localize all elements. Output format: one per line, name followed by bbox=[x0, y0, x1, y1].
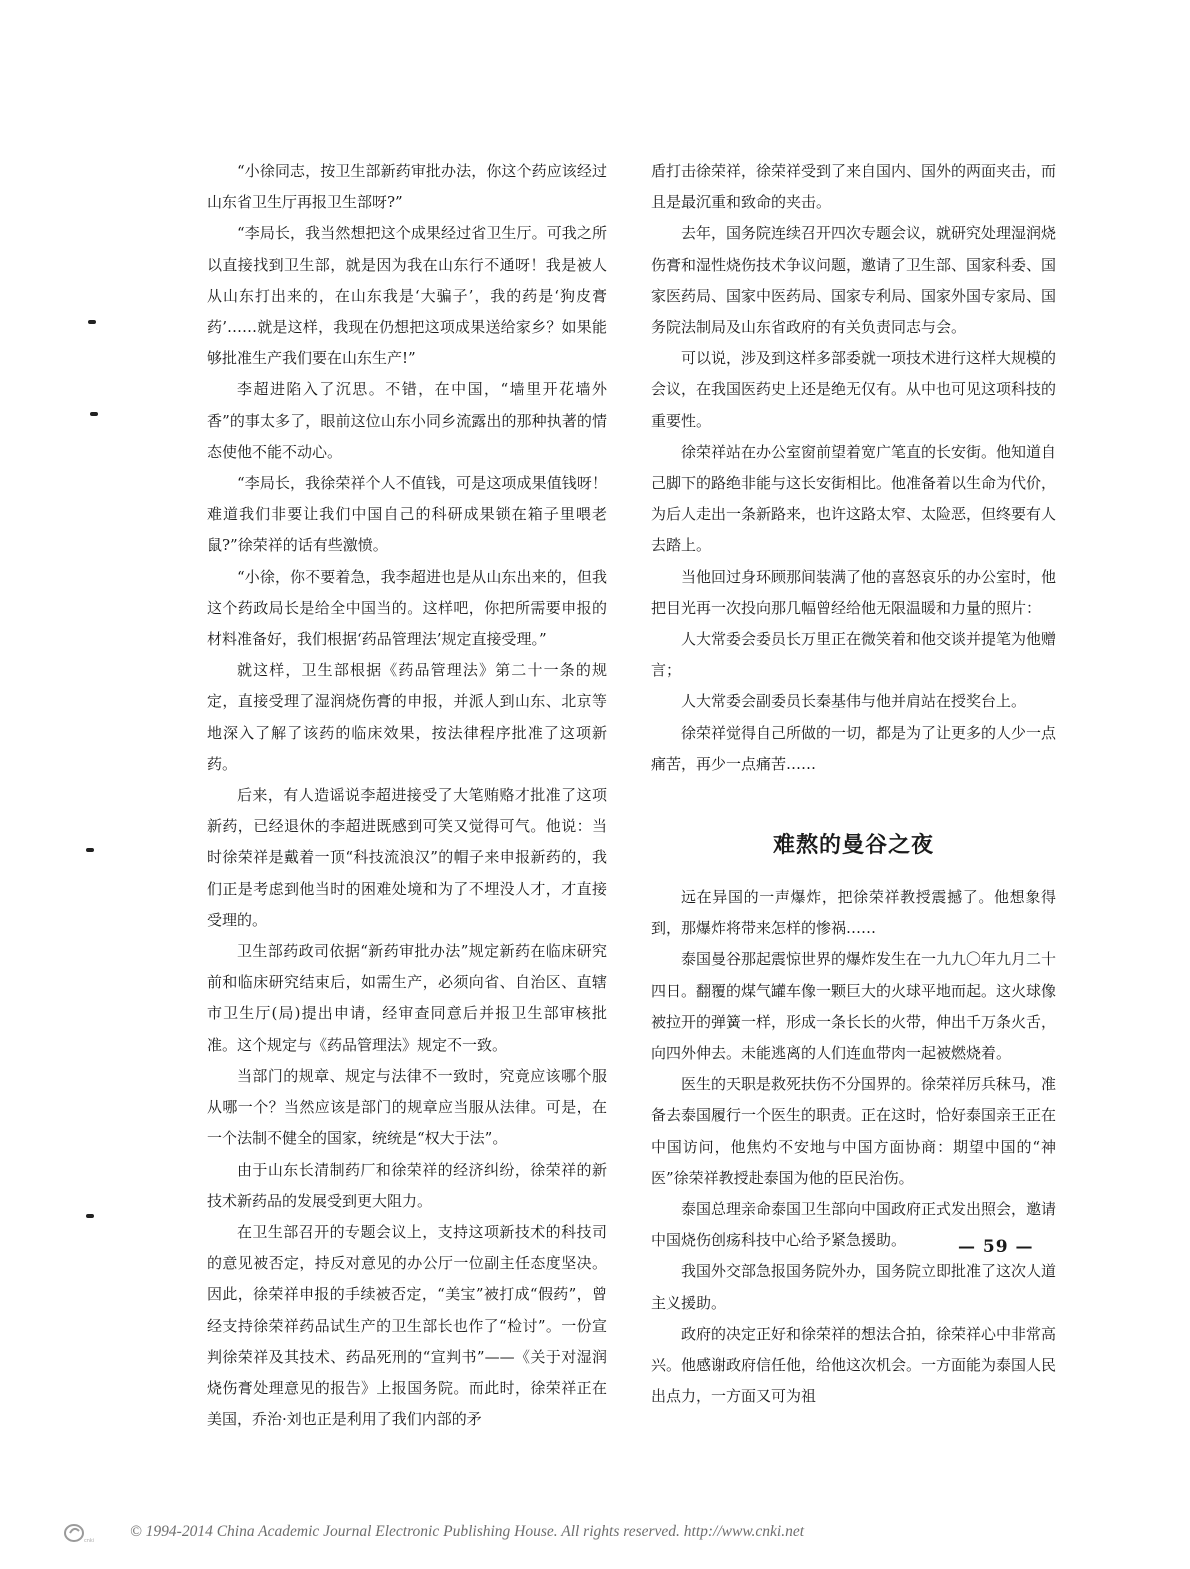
paragraph: 徐荣祥站在办公室窗前望着宽广笔直的长安街。他知道自己脚下的路绝非能与这长安街相比。他准备着以生命为代价，为后人走出一条新路来，也许这路太窄、太险恶，但终要有人去踏上。 bbox=[651, 442, 1057, 555]
paragraph: 在卫生部召开的专题会议上，支持这项新技术的科技司的意见被否定，持反对意见的办公厅一位副主任态度坚决。因此，徐荣祥申报的手续被否定，“美宝”被打成“假药”，曾经支持徐荣祥药品试生产的卫生部长也作了“检讨”。一份宣判徐荣祥及其技术、药品死刑的“宣判书”——《关于对湿润烧伤膏处理意见的报告》上报国务院。而此时，徐荣祥正在美国，乔治·刘也正是利用了我们内部的矛 bbox=[207, 1222, 607, 1429]
right-column-bottom bbox=[651, 882, 1056, 1412]
paragraph: 远在异国的一声爆炸，把徐荣祥教授震撼了。他想象得到，那爆炸将带来怎样的惨祸…… bbox=[651, 888, 1056, 938]
paragraph: 泰国曼谷那起震惊世界的爆炸发生在一九九〇年九月二十四日。翻覆的煤气罐车像一颗巨大的火球平地而起。这火球像被拉开的弹簧一样，形成一条长长的火带，伸出千万条火舌，向四外伸去。未能逃离的人们连血带肉一起被燃烧着。 bbox=[651, 950, 1057, 1063]
paragraph: 医生的天职是救死扶伤不分国界的。徐荣祥厉兵秣马，准备去泰国履行一个医生的职责。正在这时，恰好泰国亲王正在中国访问，他焦灼不安地与中国方面协商：期望中国的“神医”徐荣祥教授赴泰国为他的臣民治伤。 bbox=[651, 1075, 1057, 1187]
paragraph: 李超进陷入了沉思。不错，在中国，“墙里开花墙外香”的事太多了，眼前这位山东小同乡流露出的那种执著的情态使他不能不动心。 bbox=[207, 380, 607, 461]
paragraph: 人大常委会副委员长秦基伟与他并肩站在授奖台上。 bbox=[681, 692, 1027, 711]
footer bbox=[0, 1520, 1190, 1550]
section-title: 难熬的曼谷之夜 bbox=[772, 832, 934, 858]
right-column-top bbox=[651, 156, 1056, 780]
scan-mark bbox=[90, 412, 98, 416]
paragraph: 就这样，卫生部根据《药品管理法》第二十一条的规定，直接受理了湿润烧伤膏的申报，并派人到山东、北京等地深入了解了该药的临床效果，按法律程序批准了这项新药。 bbox=[207, 661, 607, 773]
paragraph: 由于山东长清制药厂和徐荣祥的经济纠纷，徐荣祥的新技术新药品的发展受到更大阻力。 bbox=[207, 1160, 607, 1210]
page-number: — 59 — bbox=[958, 1237, 1034, 1257]
paragraph: “小徐，你不要着急，我李超进也是从山东出来的，但我这个药政局长是给全中国当的。这样吧，你把所需要申报的材料准备好，我们根据‘药品管理法’规定直接受理。” bbox=[207, 567, 607, 649]
paragraph: 政府的决定正好和徐荣祥的想法合拍，徐荣祥心中非常高兴。他感谢政府信任他，给他这次机会。一方面能为泰国人民出点力，一方面又可为祖 bbox=[651, 1324, 1057, 1406]
paragraph: 泰国总理亲命泰国卫生部向中国政府正式发出照会，邀请中国烧伤创疡科技中心给予紧急援助。 bbox=[651, 1200, 1057, 1250]
paragraph: “李局长，我当然想把这个成果经过省卫生厅。可我之所以直接找到卫生部，就是因为我在山东行不通呀！我是被人从山东打出来的，在山东我是‘大骗子’，我的药是‘狗皮膏药’……就是这样，我现在仍想把这项成果送给家乡？如果能够批准生产我们要在山东生产!” bbox=[207, 224, 607, 368]
paragraph: 我国外交部急报国务院外办，国务院立即批准了这次人道主义援助。 bbox=[651, 1262, 1057, 1312]
svg-text:cnki: cnki bbox=[84, 1538, 95, 1544]
footer-copyright: © 1994-2014 China Academic Journal Electronic Publishing House. All rights reserved. http://www.cnki.net bbox=[130, 1523, 805, 1540]
paragraph: “李局长，我徐荣祥个人不值钱，可是这项成果值钱呀！难道我们非要让我们中国自己的科研成果锁在箱子里喂老鼠?”徐荣祥的话有些激愤。 bbox=[207, 474, 607, 555]
paragraph: 徐荣祥觉得自己所做的一切，都是为了让更多的人少一点痛苦，再少一点痛苦…… bbox=[651, 723, 1057, 773]
paragraph: 去年，国务院连续召开四次专题会议，就研究处理湿润烧伤膏和湿性烧伤技术争议问题，邀请了卫生部、国家科委、国家医药局、国家中医药局、国家专利局、国家外国专家局、国务院法制局及山东省政府的有关负责同志与会。 bbox=[651, 224, 1057, 337]
scan-mark bbox=[86, 848, 94, 852]
paragraph: 可以说，涉及到这样多部委就一项技术进行这样大规模的会议，在我国医药史上还是绝无仅有。从中也可见这项科技的重要性。 bbox=[651, 349, 1057, 430]
scan-mark bbox=[86, 1214, 94, 1218]
scan-mark bbox=[88, 320, 96, 324]
paragraph: 当部门的规章、规定与法律不一致时，究竟应该哪个服从哪一个？当然应该是部门的规章应当服从法律。可是，在一个法制不健全的国家，统统是“权大于法”。 bbox=[207, 1066, 607, 1148]
paragraph: 人大常委会委员长万里正在微笑着和他交谈并提笔为他赠言； bbox=[651, 630, 1057, 680]
paragraph: 当他回过身环顾那间装满了他的喜怒哀乐的办公室时，他把目光再一次投向那几幅曾经给他无限温暖和力量的照片： bbox=[651, 567, 1057, 617]
paragraph: “小徐同志，按卫生部新药审批办法，你这个药应该经过山东省卫生厅再报卫生部呀?” bbox=[207, 162, 607, 212]
paragraph: 盾打击徐荣祥，徐荣祥受到了来自国内、国外的两面夹击，而且是最沉重和致命的夹击。 bbox=[651, 162, 1057, 212]
paragraph: 后来，有人造谣说李超进接受了大笔贿赂才批准了这项新药，已经退休的李超进既感到可笑又觉得可气。他说：当时徐荣祥是戴着一顶“科技流浪汉”的帽子来申报新药的，我们正是考虑到他当时的困难处境和为了不埋没人才，才直接受理的。 bbox=[207, 786, 607, 929]
cnki-logo-icon bbox=[62, 1522, 102, 1544]
left-column bbox=[207, 156, 607, 1435]
paragraph: 卫生部药政司依据“新药审批办法”规定新药在临床研究前和临床研究结束后，如需生产，必须向省、自治区、直辖市卫生厅(局)提出申请，经审查同意后并报卫生部审核批准。这个规定与《药品管理法》规定不一致。 bbox=[207, 942, 607, 1054]
